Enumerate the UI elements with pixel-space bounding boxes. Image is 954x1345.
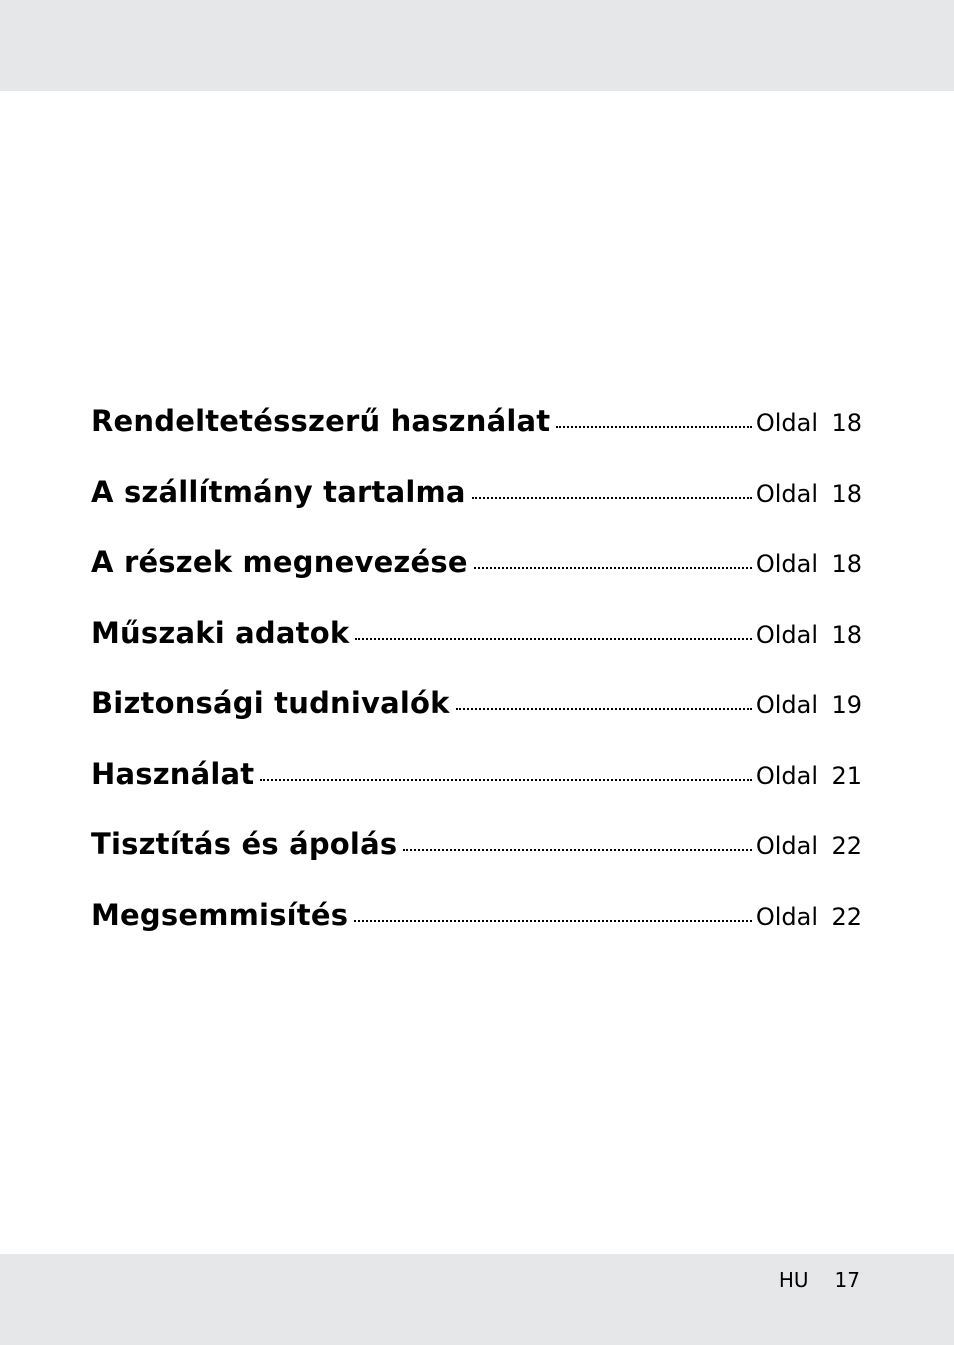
header-band [0, 0, 954, 91]
toc-entry-title: A részek megnevezése [91, 545, 468, 579]
footer-page-number: 17 [834, 1268, 860, 1292]
page-footer [779, 1268, 860, 1292]
toc-page-label: Oldal [755, 620, 818, 649]
toc-entry[interactable] [91, 475, 862, 546]
toc-dot-leader [354, 920, 752, 922]
toc-entry-title: Biztonsági tudnivalók [91, 686, 450, 720]
toc-dot-leader [472, 497, 752, 499]
table-of-contents [91, 404, 862, 968]
toc-page-number: 21 [831, 761, 862, 790]
toc-dot-leader [355, 638, 752, 640]
toc-entry[interactable] [91, 404, 862, 475]
toc-entry-title: Megsemmisítés [91, 897, 349, 932]
toc-entry[interactable] [91, 827, 862, 898]
toc-entry-title: Rendeltetésszerű használat [91, 404, 551, 438]
toc-page-label: Oldal [755, 479, 818, 508]
toc-entry-title: Használat [91, 756, 255, 791]
toc-dot-leader [556, 426, 751, 428]
toc-entry[interactable] [91, 545, 862, 616]
toc-page-number: 19 [831, 691, 862, 719]
toc-page-label: Oldal [755, 902, 818, 931]
toc-entry-title: Tisztítás és ápolás [91, 827, 398, 861]
toc-page-number: 18 [831, 550, 862, 578]
toc-page-label: Oldal [755, 691, 818, 719]
toc-page-label: Oldal [755, 761, 818, 790]
toc-page-number: 22 [831, 832, 862, 860]
toc-dot-leader [456, 708, 752, 710]
toc-page-number: 18 [831, 409, 862, 437]
toc-page-number: 18 [831, 479, 862, 508]
toc-entry-title: A szállítmány tartalma [91, 474, 466, 509]
toc-entry[interactable] [91, 898, 862, 969]
toc-page-number: 22 [831, 902, 862, 931]
toc-entry-title: Műszaki adatok [91, 615, 350, 650]
toc-page-label: Oldal [755, 832, 818, 860]
toc-dot-leader [474, 567, 752, 569]
toc-page-label: Oldal [755, 550, 818, 578]
toc-entry[interactable] [91, 686, 862, 757]
toc-entry[interactable] [91, 616, 862, 687]
toc-page-label: Oldal [755, 409, 818, 437]
toc-entry[interactable] [91, 757, 862, 828]
toc-dot-leader [403, 849, 752, 851]
footer-language-code: HU [778, 1268, 809, 1292]
toc-dot-leader [260, 779, 751, 781]
toc-page-number: 18 [831, 620, 862, 649]
